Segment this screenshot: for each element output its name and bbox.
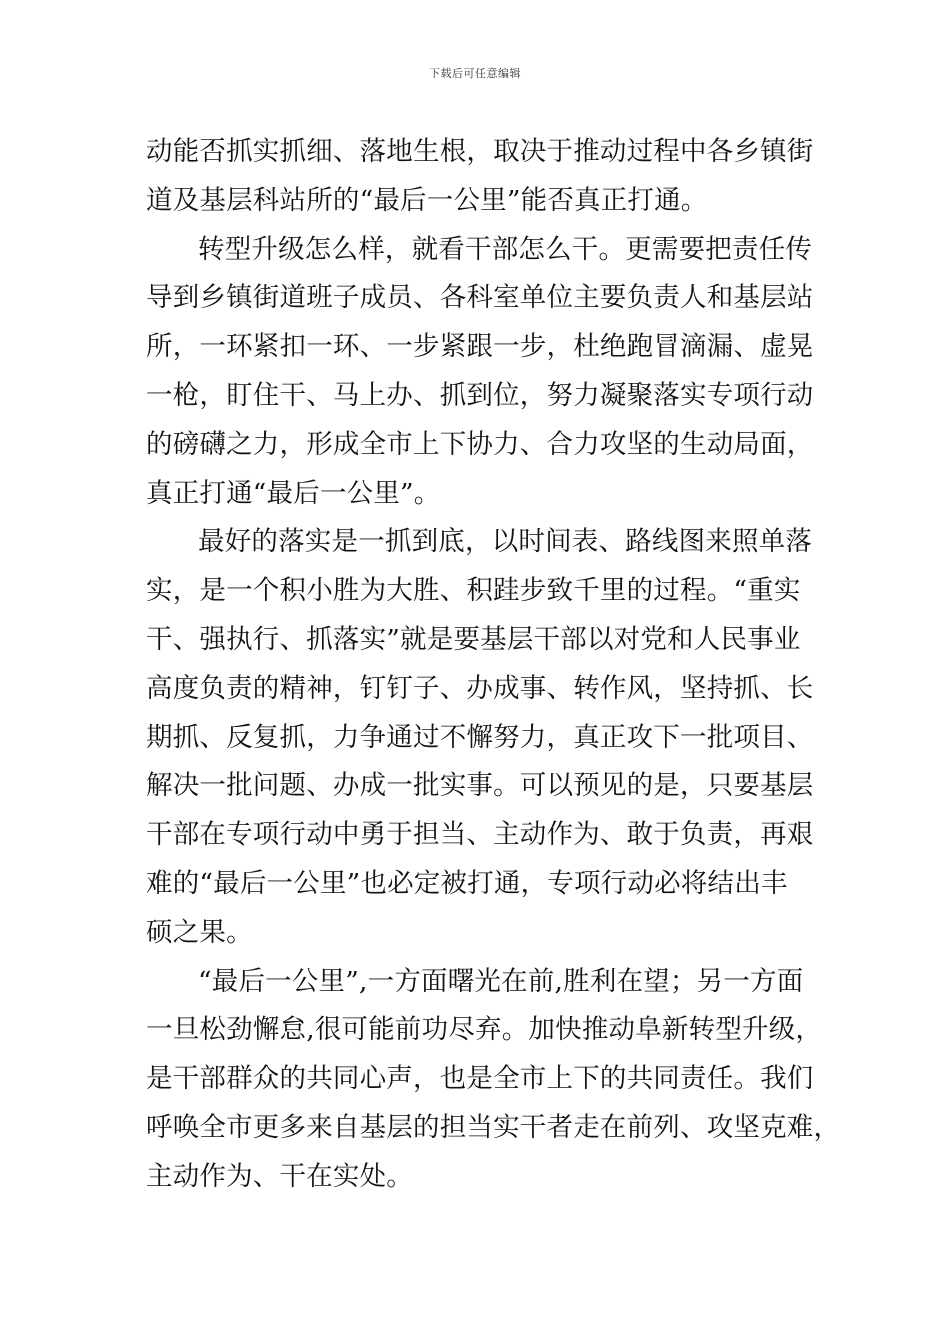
text-line: 主动作为、干在实处。: [146, 1160, 413, 1192]
text-line: 干、强执行、抓落实”就是要基层干部以对党和人民事业: [146, 623, 801, 655]
page-header-note: 下载后可任意编辑: [429, 67, 521, 80]
text-line: “最后一公里”,一方面曙光在前,胜利在望；另一方面: [198, 965, 804, 997]
text-line: 道及基层科站所的“最后一公里”能否真正打通。: [146, 184, 708, 216]
text-line: 一旦松劲懈怠,很可能前功尽弃。加快推动阜新转型升级，: [146, 1014, 823, 1046]
text-line: 动能否抓实抓细、落地生根，取决于推动过程中各乡镇街: [146, 136, 814, 167]
text-line: 实，是一个积小胜为大胜、积跬步致千里的过程。“重实: [146, 575, 801, 607]
paragraph-2: [146, 226, 814, 519]
paragraph-3: [146, 518, 814, 957]
text-line: 期抓、反复抓，力争通过不懈努力，真正攻下一批项目、: [146, 721, 814, 753]
text-line: 最好的落实是一抓到底，以时间表、路线图来照单落: [198, 526, 813, 558]
text-line: 导到乡镇街道班子成员、各科室单位主要负责人和基层站: [146, 282, 814, 314]
text-line: 是干部群众的共同心声，也是全市上下的共同责任。我们: [146, 1063, 814, 1095]
text-line: 解决一批问题、办成一批实事。可以预见的是，只要基层: [146, 770, 814, 802]
text-line: 干部在专项行动中勇于担当、主动作为、敢于负责，再艰: [146, 819, 814, 851]
text-line: 难的“最后一公里”也必定被打通，专项行动必将结出丰: [146, 867, 788, 899]
text-line: 转型升级怎么样，就看干部怎么干。更需要把责任传: [198, 233, 813, 265]
text-line: 所，一环紧扣一环、一步紧跟一步，杜绝跑冒滴漏、虚晃: [146, 331, 814, 363]
text-line: 真正打通“最后一公里”。: [146, 477, 441, 509]
text-line: 硕之果。: [146, 916, 253, 948]
text-line: 一枪，盯住干、马上办、抓到位，努力凝聚落实专项行动: [146, 379, 814, 411]
paragraph-1: [146, 128, 814, 226]
text-line: 呼唤全市更多来自基层的担当实干者走在前列、攻坚克难，: [146, 1111, 841, 1143]
text-line: 高度负责的精神，钉钉子、办成事、转作风，坚持抓、长: [146, 672, 814, 704]
text-line: 的磅礴之力，形成全市上下协力、合力攻坚的生动局面，: [146, 428, 814, 460]
document-body: [146, 128, 841, 1202]
paragraph-4: [146, 958, 841, 1202]
